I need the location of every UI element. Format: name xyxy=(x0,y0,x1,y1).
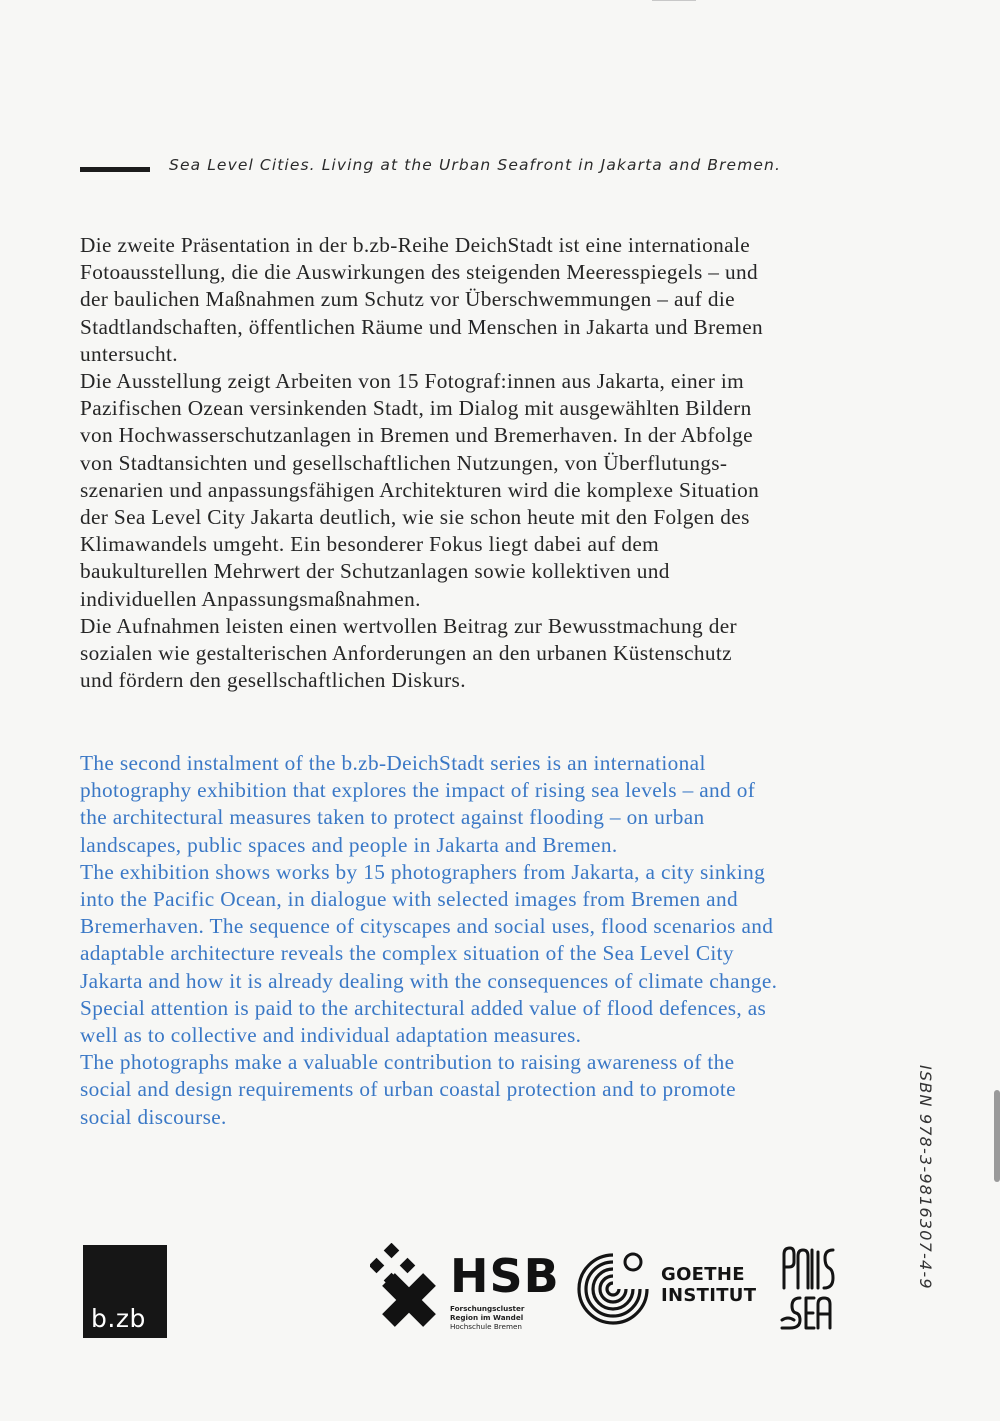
text-line: Stadtlandschaften, öffentlichen Räume und Menschen in Jakarta und Bremen xyxy=(80,314,764,339)
polis-sea-wordmark xyxy=(778,1240,838,1340)
subtitle: Sea Level Cities. Living at the Urban Seafront in Jakarta and Bremen. xyxy=(169,156,781,174)
text-line: Bremerhaven. The sequence of cityscapes and social uses, flood scenarios and xyxy=(80,914,774,939)
bzb-logo xyxy=(83,1245,167,1338)
hsb-line: Forschungscluster xyxy=(450,1304,525,1313)
text-line: The second instalment of the b.zb-DeichStadt series is an international xyxy=(80,751,706,775)
text-line: the architectural measures taken to protect against flooding – on urban xyxy=(80,805,705,830)
text-line: well as to collective and individual adaptation measures. xyxy=(80,1023,582,1048)
goethe-line: INSTITUT xyxy=(661,1285,757,1306)
isbn-text: ISBN 978-3-9816307-4-9 xyxy=(916,1065,935,1290)
text-line: der Sea Level City Jakarta deutlich, wie sie schon heute mit den Folgen des xyxy=(80,505,750,530)
text-line: social discourse. xyxy=(80,1104,227,1129)
goethe-line: GOETHE xyxy=(661,1264,745,1285)
text-line: landscapes, public spaces and people in Jakarta and Bremen. xyxy=(80,832,618,857)
german-text xyxy=(80,232,930,694)
text-line: social and design requirements of urban coastal protection and to promote xyxy=(80,1077,736,1102)
text-line: untersucht. xyxy=(80,341,178,366)
text-line: adaptable architecture reveals the complex situation of the Sea Level City xyxy=(80,941,734,966)
text-line: Die Aufnahmen leisten einen wertvollen Beitrag zur Bewusstmachung der xyxy=(80,613,737,638)
text-line: der baulichen Maßnahmen zum Schutz vor Überschwemmungen – auf die xyxy=(80,287,735,312)
text-line: The photographs make a valuable contribution to raising awareness of the xyxy=(80,1050,735,1075)
text-line: into the Pacific Ocean, in dialogue with selected images from Bremen and xyxy=(80,887,738,912)
english-text xyxy=(80,750,930,1131)
hsb-logo xyxy=(370,1243,560,1338)
text-line: und fördern den gesellschaftlichen Diskurs. xyxy=(80,668,466,693)
subtitle-rule xyxy=(80,167,150,172)
text-line: sozialen wie gestalterischen Anforderungen an den urbanen Küstenschutz xyxy=(80,641,732,666)
goethe-spiral-icon xyxy=(573,1243,659,1329)
hsb-cross-icon xyxy=(370,1243,446,1333)
text-line: baukulturellen Mehrwert der Schutzanlagen sowie kollektiven und xyxy=(80,559,670,584)
hsb-line: Hochschule Bremen xyxy=(450,1322,522,1331)
text-line: Klimawandels umgeht. Ein besonderer Fokus liegt dabei auf dem xyxy=(80,532,660,557)
goethe-logo xyxy=(573,1243,757,1328)
text-line: Fotoausstellung, die die Auswirkungen des steigenden Meeresspiegels – und xyxy=(80,260,758,285)
hsb-line: Region im Wandel xyxy=(450,1313,524,1322)
text-line: photography exhibition that explores the impact of rising sea levels – and of xyxy=(80,778,756,803)
text-line: Die Ausstellung zeigt Arbeiten von 15 Fotograf:innen aus Jakarta, einer im xyxy=(80,369,745,394)
scan-mark xyxy=(652,0,696,1)
text-line: Jakarta and how it is already dealing with the consequences of climate change. xyxy=(80,968,778,993)
text-line: von Hochwasserschutzanlagen in Bremen und Bremerhaven. In der Abfolge xyxy=(80,423,753,448)
text-line: Die zweite Präsentation in der b.zb-Reihe DeichStadt ist eine internationale xyxy=(80,233,751,257)
bzb-logo-text: b.zb xyxy=(91,1304,146,1333)
text-line: szenarien und anpassungsfähigen Architekturen wird die komplexe Situation xyxy=(80,477,760,502)
text-line: Pazifischen Ozean versinkenden Stadt, im Dialog mit ausgewählten Bildern xyxy=(80,396,752,421)
goethe-name xyxy=(661,1264,756,1306)
isbn-number xyxy=(915,1065,935,1290)
binding-edge xyxy=(994,1090,1000,1182)
polis-sea-logo xyxy=(778,1240,838,1340)
text-line: Special attention is paid to the architectural added value of flood defences, as xyxy=(80,995,767,1020)
hsb-name: HSB xyxy=(450,1249,560,1303)
hsb-subtitle xyxy=(450,1304,524,1331)
text-line: individuellen Anpassungsmaßnahmen. xyxy=(80,586,421,611)
text-line: von Stadtansichten und gesellschaftlichen Nutzungen, von Überflutungs- xyxy=(80,450,728,475)
text-line: The exhibition shows works by 15 photographers from Jakarta, a city sinking xyxy=(80,859,766,884)
